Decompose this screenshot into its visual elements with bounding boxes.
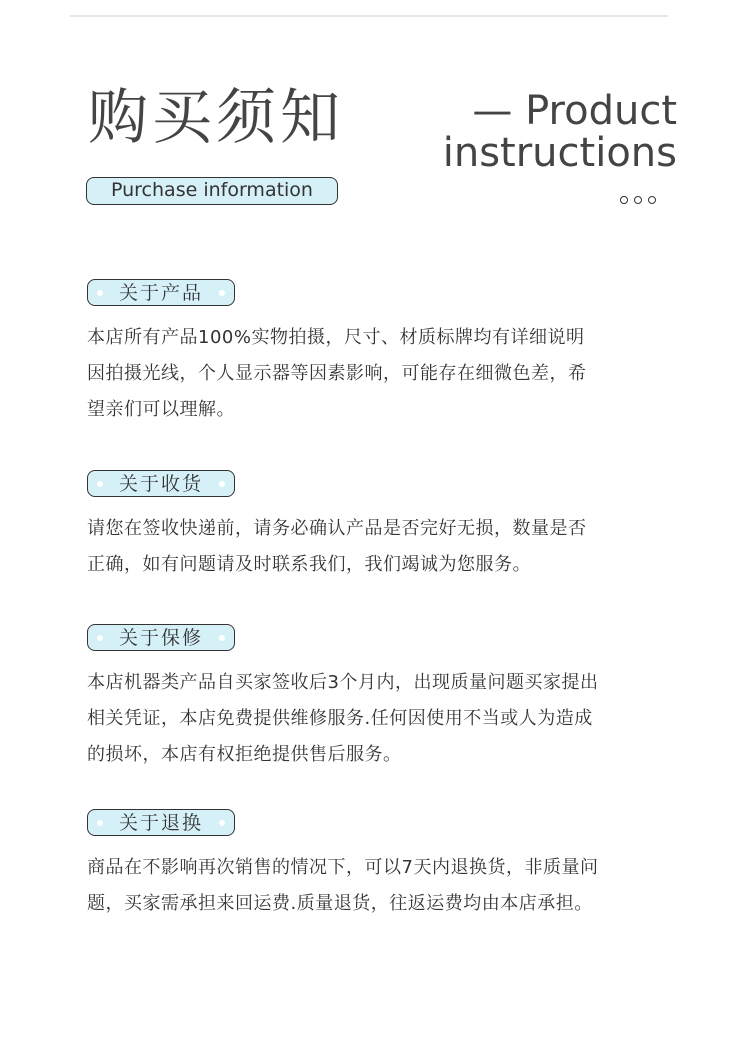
dot-icon <box>97 481 103 487</box>
section-body <box>87 511 677 583</box>
section-heading-badge <box>87 624 235 651</box>
circle-icon <box>620 196 628 204</box>
body-line: 商品在不影响再次销售的情况下，可以7天内退换货，非质量问 <box>87 857 599 878</box>
body-line: 相关凭证，本店免费提供维修服务.任何因使用不当或人为造成 <box>87 708 593 729</box>
english-title-line-2: instructions <box>442 130 677 176</box>
page-title: 购买须知 <box>88 83 344 153</box>
section-title: 关于保修 <box>118 626 203 649</box>
section-body <box>87 320 677 428</box>
body-line: 请您在签收快递前，请务必确认产品是否完好无损，数量是否 <box>87 518 587 539</box>
body-line: 本店所有产品100%实物拍摄，尺寸、材质标牌均有详细说明 <box>87 327 585 348</box>
english-title-line-1: — Product <box>472 88 677 134</box>
section-heading-badge <box>87 279 235 306</box>
dot-icon <box>219 481 225 487</box>
section-returns <box>87 809 687 922</box>
section-warranty <box>87 624 687 773</box>
circle-icon <box>634 196 642 204</box>
body-line: 本店机器类产品自买家签收后3个月内，出现质量问题买家提出 <box>87 672 599 693</box>
english-title <box>357 90 677 174</box>
body-line: 的损坏，本店有权拒绝提供售后服务。 <box>87 744 402 765</box>
body-line: 正确，如有问题请及时联系我们，我们竭诚为您服务。 <box>87 554 531 575</box>
subtitle-badge: Purchase information <box>86 177 338 205</box>
section-receiving <box>87 470 687 583</box>
section-body <box>87 665 677 773</box>
dot-icon <box>219 290 225 296</box>
dot-icon <box>97 820 103 826</box>
section-heading-badge <box>87 809 235 836</box>
section-title: 关于退换 <box>118 811 203 834</box>
dot-icon <box>219 635 225 641</box>
dot-icon <box>97 635 103 641</box>
section-title: 关于收货 <box>118 472 203 495</box>
body-line: 因拍摄光线，个人显示器等因素影响，可能存在细微色差，希 <box>87 363 587 384</box>
body-line: 望亲们可以理解。 <box>87 399 235 420</box>
section-body <box>87 850 677 922</box>
decorative-dots <box>620 196 656 204</box>
section-title: 关于产品 <box>118 281 203 304</box>
section-heading-badge <box>87 470 235 497</box>
section-product <box>87 279 687 428</box>
dot-icon <box>219 820 225 826</box>
dot-icon <box>97 290 103 296</box>
body-line: 题，买家需承担来回运费.质量退货，往返运费均由本店承担。 <box>87 893 593 914</box>
top-divider <box>70 15 668 17</box>
circle-icon <box>648 196 656 204</box>
